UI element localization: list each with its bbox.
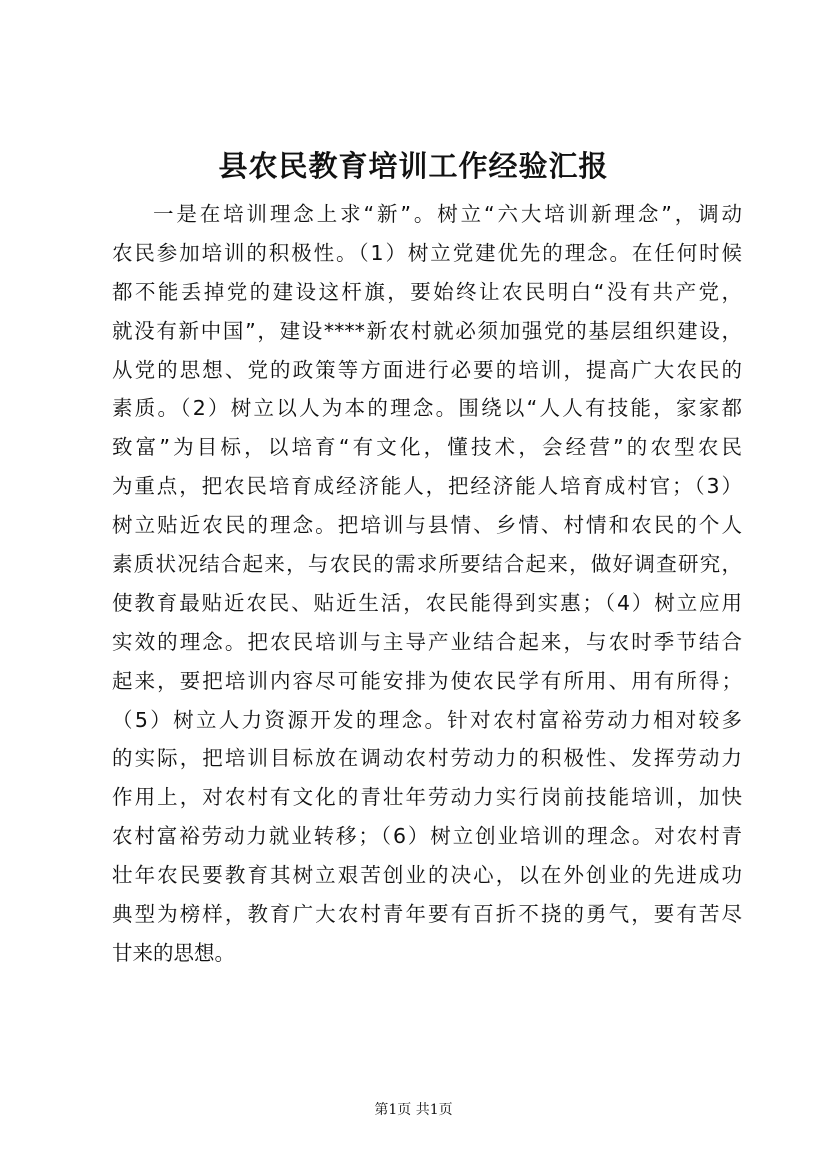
- body-line: 使教育最贴近农民、贴近生活，农民能得到实惠；（4）树立应用: [112, 590, 742, 615]
- body-line: 实效的理念。把农民培训与主导产业结合起来，与农时季节结合: [112, 629, 742, 654]
- body-line: 的实际，把培训目标放在调动农村劳动力的积极性、发挥劳动力: [112, 746, 742, 771]
- body-line: 树立贴近农民的理念。把培训与县情、乡情、村情和农民的个人: [112, 513, 742, 538]
- document-title: 县农民教育培训工作经验汇报: [218, 149, 609, 183]
- body-line: 农民参加培训的积极性。（1）树立党建优先的理念。在任何时候: [112, 240, 742, 265]
- page-footer: 第1页 共1页: [374, 1102, 453, 1118]
- body-line: 都不能丢掉党的建设这杆旗，要始终让农民明白“没有共产党，: [112, 279, 742, 304]
- body-line: 壮年农民要教育其树立艰苦创业的决心，以在外创业的先进成功: [112, 863, 742, 888]
- body-line: 致富”为目标，以培育“有文化，懂技术，会经营”的农型农民: [112, 435, 742, 460]
- body-line: 农村富裕劳动力就业转移；（6）树立创业培训的理念。对农村青: [112, 824, 742, 849]
- body-line: 一是在培训理念上求“新”。树立“六大培训新理念”，调动: [153, 202, 742, 226]
- document-body: [112, 195, 742, 973]
- body-line: 作用上，对农村有文化的青壮年劳动力实行岗前技能培训，加快: [112, 785, 742, 810]
- body-line: 从党的思想、党的政策等方面进行必要的培训，提高广大农民的: [112, 357, 742, 382]
- body-line: 起来，要把培训内容尽可能安排为使农民学有所用、用有所得；: [112, 668, 742, 693]
- body-line: （5）树立人力资源开发的理念。针对农村富裕劳动力相对较多: [112, 707, 742, 732]
- body-line: 就没有新中国”，建设****新农村就必须加强党的基层组织建设，: [112, 318, 742, 343]
- body-line: 为重点，把农民培育成经济能人，把经济能人培育成村官；（3）: [112, 474, 742, 499]
- body-line: 典型为榜样，教育广大农村青年要有百折不挠的勇气，要有苦尽: [112, 902, 742, 927]
- body-line: 素质状况结合起来，与农民的需求所要结合起来，做好调查研究，: [112, 552, 742, 577]
- body-line: 甘来的思想。: [112, 940, 235, 965]
- body-line: 素质。（2）树立以人为本的理念。围绕以“人人有技能，家家都: [112, 396, 742, 421]
